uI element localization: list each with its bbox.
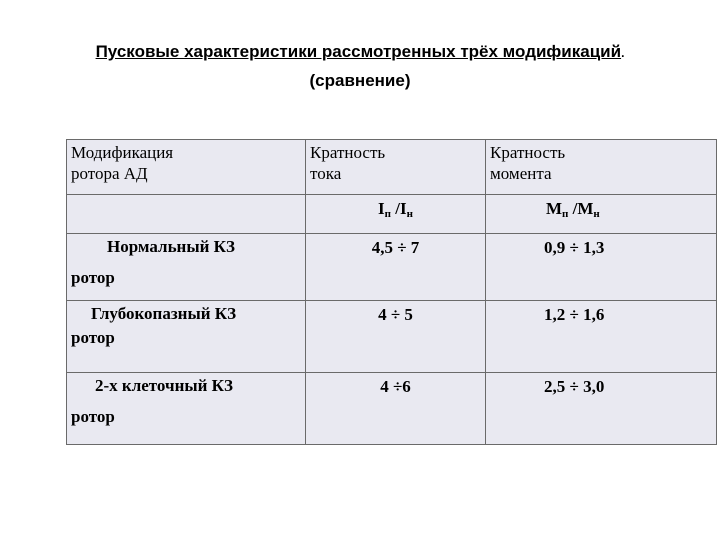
- header-torque-ratio: [486, 140, 717, 195]
- rotor-name-cell: [67, 301, 306, 373]
- subheader-torque-formula: [486, 195, 717, 234]
- torque-ratio-value: 1,2 ÷ 1,6: [544, 305, 605, 324]
- table-row: [67, 301, 717, 373]
- comparison-table-container: [66, 139, 717, 445]
- formula-current-a: I: [378, 199, 385, 218]
- formula-torque-a: М: [546, 199, 563, 218]
- current-ratio-value: 4 ÷6: [380, 377, 411, 396]
- formula-torque-a-sub: п: [562, 208, 569, 220]
- header-torque-line2: момента: [490, 164, 552, 183]
- header-current-line2: тока: [310, 164, 342, 183]
- comparison-table: [66, 139, 717, 445]
- subheader-current-formula: [306, 195, 486, 234]
- formula-torque-sep: /М: [568, 199, 594, 218]
- torque-ratio-cell: [486, 301, 717, 373]
- current-ratio-value: 4 ÷ 5: [378, 305, 413, 324]
- formula-current-sep: /I: [391, 199, 407, 218]
- header-row: [67, 140, 717, 195]
- subheader-empty-cell: [67, 195, 306, 234]
- current-ratio-cell: [306, 373, 486, 445]
- rotor-name-cell: [67, 373, 306, 445]
- formula-current-a-sub: п: [384, 208, 392, 220]
- table-row: [67, 234, 717, 301]
- title-line: [0, 38, 720, 67]
- rotor-name-cell: [67, 234, 306, 301]
- header-current-ratio: [306, 140, 486, 195]
- title-subtitle: (сравнение): [309, 71, 411, 90]
- rotor-name: Нормальный КЗ: [107, 237, 235, 256]
- torque-ratio-cell: [486, 234, 717, 301]
- formula-torque-b-sub: н: [593, 208, 600, 220]
- header-modification-line1: Модификация: [71, 143, 174, 162]
- torque-ratio-cell: [486, 373, 717, 445]
- current-ratio-cell: [306, 301, 486, 373]
- header-modification-line2: ротора АД: [71, 164, 148, 183]
- current-ratio-cell: [306, 234, 486, 301]
- rotor-name-suffix: ротор: [71, 268, 115, 287]
- header-torque-line1: Кратность: [490, 143, 566, 162]
- header-modification: [67, 140, 306, 195]
- subheader-row: [67, 195, 717, 234]
- formula-current-b-sub: н: [406, 208, 413, 220]
- rotor-name-suffix: ротор: [71, 328, 115, 347]
- torque-ratio-value: 2,5 ÷ 3,0: [544, 377, 605, 396]
- table-row: [67, 373, 717, 445]
- title-main-text: Пусковые характеристики рассмотренных трёх модификаций: [95, 42, 622, 61]
- rotor-name: 2-х клеточный КЗ: [95, 376, 233, 395]
- torque-ratio-value: 0,9 ÷ 1,3: [544, 238, 605, 257]
- rotor-name-suffix: ротор: [71, 407, 115, 426]
- page-title: [0, 38, 720, 95]
- title-dot: .: [621, 46, 625, 60]
- current-ratio-value: 4,5 ÷ 7: [371, 238, 420, 257]
- header-current-line1: Кратность: [310, 143, 386, 162]
- rotor-name: Глубокопазный КЗ: [91, 304, 237, 323]
